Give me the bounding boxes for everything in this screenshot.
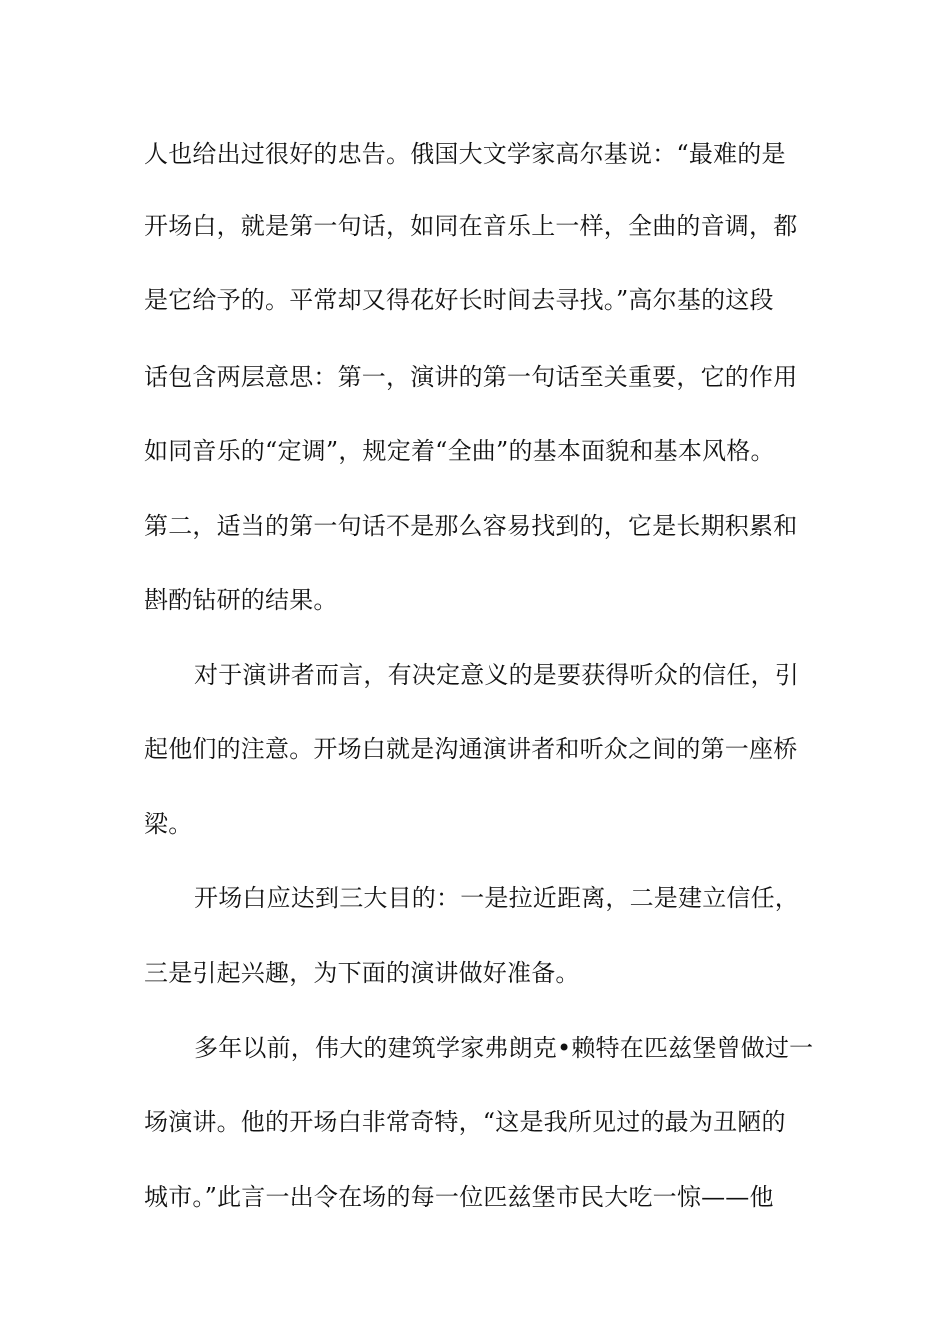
- text-line: 人也给出过很好的忠告。俄国大文学家高尔基说：“最难的是: [144, 140, 786, 168]
- text-line: 是它给予的。平常却又得花好长时间去寻找。”高尔基的这段: [144, 286, 774, 314]
- text-line: 第二，适当的第一句话不是那么容易找到的，它是长期积累和: [144, 512, 798, 540]
- text-line: 多年以前，伟大的建筑学家弗朗克•赖特在匹兹堡曾做过一: [194, 1034, 814, 1062]
- text-line: 开场白，就是第一句话，如同在音乐上一样，全曲的音调，都: [144, 212, 798, 240]
- text-line: 场演讲。他的开场白非常奇特，“这是我所见过的最为丑陋的: [144, 1108, 786, 1136]
- text-line: 对于演讲者而言，有决定意义的是要获得听众的信任，引: [194, 661, 799, 689]
- text-line: 斟酌钻研的结果。: [144, 586, 338, 614]
- text-line: 话包含两层意思：第一，演讲的第一句话至关重要，它的作用: [144, 363, 798, 391]
- text-line: 起他们的注意。开场白就是沟通演讲者和听众之间的第一座桥: [144, 735, 798, 763]
- text-line: 如同音乐的“定调”，规定着“全曲”的基本面貌和基本风格。: [144, 437, 775, 465]
- text-line: 梁。: [144, 810, 193, 838]
- text-line: 城市。”此言一出令在场的每一位匹兹堡市民大吃一惊——他: [144, 1183, 774, 1211]
- text-line: 开场白应达到三大目的：一是拉近距离，二是建立信任，: [194, 884, 799, 912]
- text-line: 三是引起兴趣，为下面的演讲做好准备。: [144, 959, 580, 987]
